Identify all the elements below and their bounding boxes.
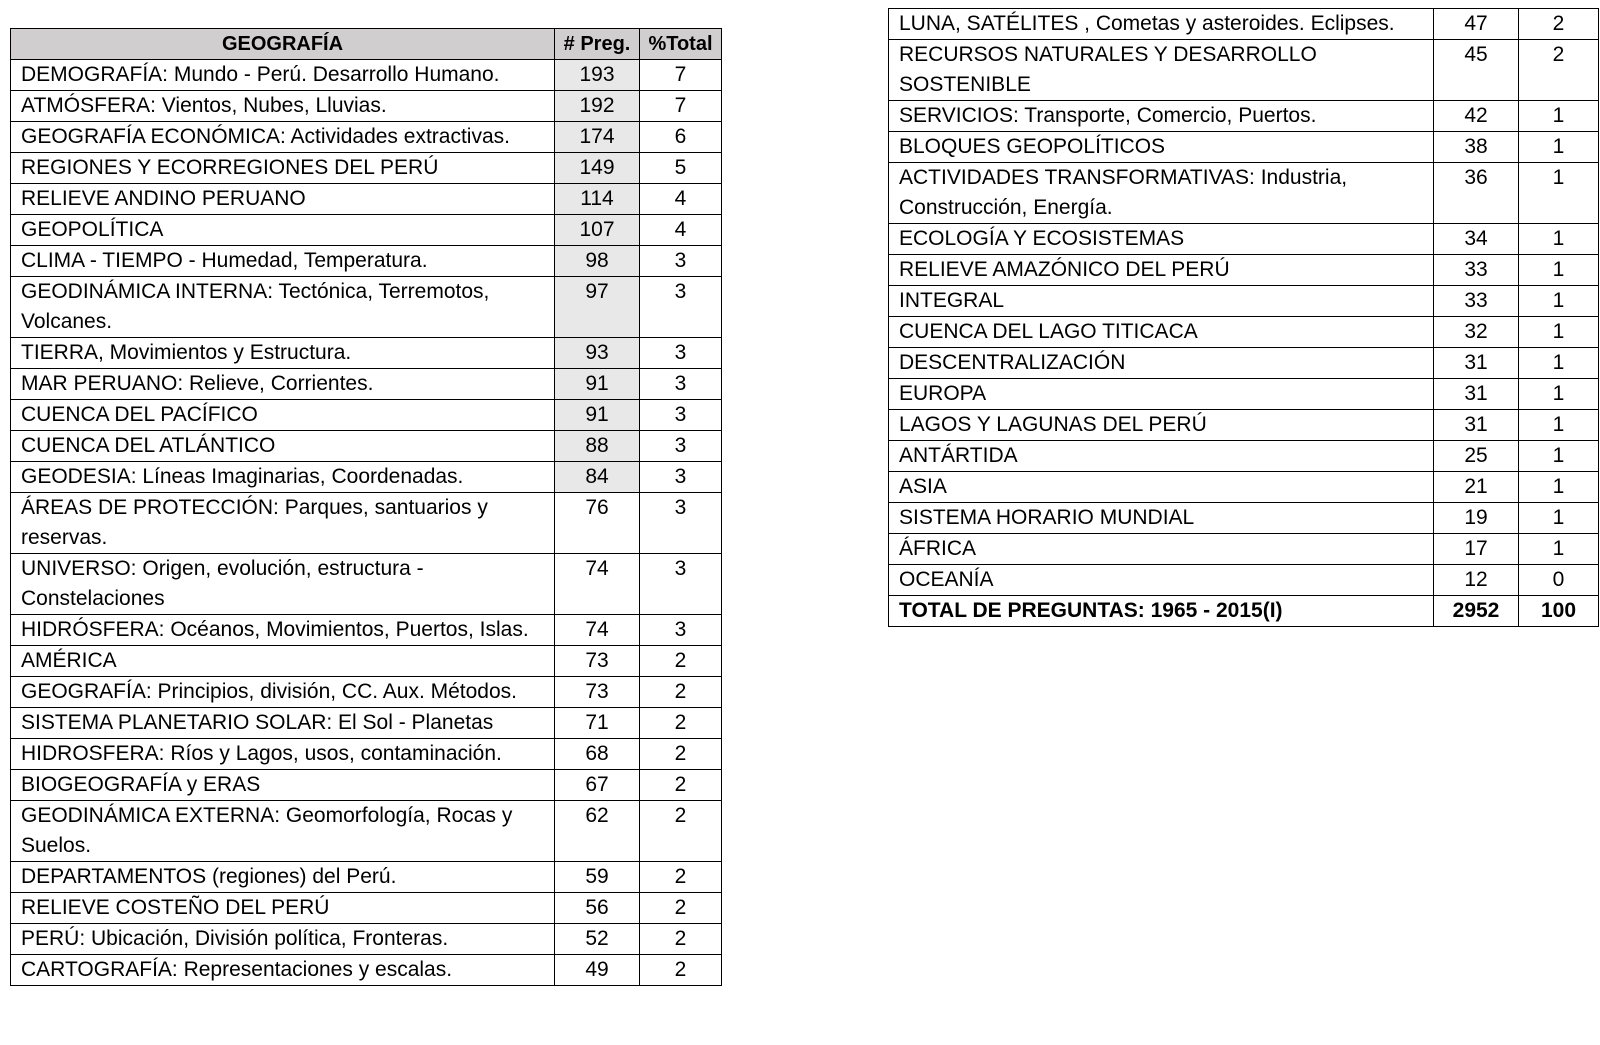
row-percent: 2 bbox=[640, 801, 722, 862]
row-count: 31 bbox=[1434, 348, 1519, 379]
table-row bbox=[889, 224, 1599, 255]
table-row bbox=[11, 246, 722, 277]
row-topic: REGIONES Y ECORREGIONES DEL PERÚ bbox=[11, 153, 555, 184]
row-topic: DEMOGRAFÍA: Mundo - Perú. Desarrollo Humano. bbox=[11, 60, 555, 91]
row-count: 174 bbox=[555, 122, 640, 153]
total-percent: 100 bbox=[1519, 596, 1599, 627]
row-percent: 2 bbox=[640, 770, 722, 801]
left-table-body bbox=[11, 60, 722, 986]
row-count: 56 bbox=[555, 893, 640, 924]
row-count: 34 bbox=[1434, 224, 1519, 255]
table-row bbox=[11, 60, 722, 91]
row-topic: EUROPA bbox=[889, 379, 1434, 410]
row-topic: RELIEVE AMAZÓNICO DEL PERÚ bbox=[889, 255, 1434, 286]
row-topic: RECURSOS NATURALES Y DESARROLLO SOSTENIBLE bbox=[889, 40, 1434, 101]
row-topic: CUENCA DEL ATLÁNTICO bbox=[11, 431, 555, 462]
table-row bbox=[11, 369, 722, 400]
table-row bbox=[889, 534, 1599, 565]
row-count: 33 bbox=[1434, 255, 1519, 286]
row-percent: 1 bbox=[1519, 132, 1599, 163]
row-count: 32 bbox=[1434, 317, 1519, 348]
table-row bbox=[11, 400, 722, 431]
row-count: 21 bbox=[1434, 472, 1519, 503]
row-topic: SISTEMA HORARIO MUNDIAL bbox=[889, 503, 1434, 534]
row-count: 84 bbox=[555, 462, 640, 493]
total-label: TOTAL DE PREGUNTAS: 1965 - 2015(I) bbox=[889, 596, 1434, 627]
row-percent: 1 bbox=[1519, 441, 1599, 472]
header-count: # Preg. bbox=[555, 29, 640, 60]
row-percent: 2 bbox=[640, 646, 722, 677]
row-percent: 3 bbox=[640, 615, 722, 646]
row-percent: 2 bbox=[640, 739, 722, 770]
table-row bbox=[889, 163, 1599, 224]
row-count: 91 bbox=[555, 369, 640, 400]
row-percent: 1 bbox=[1519, 255, 1599, 286]
row-percent: 3 bbox=[640, 493, 722, 554]
row-count: 114 bbox=[555, 184, 640, 215]
row-topic: ECOLOGÍA Y ECOSISTEMAS bbox=[889, 224, 1434, 255]
row-topic: GEOPOLÍTICA bbox=[11, 215, 555, 246]
row-topic: SERVICIOS: Transporte, Comercio, Puertos. bbox=[889, 101, 1434, 132]
row-percent: 7 bbox=[640, 91, 722, 122]
table-row bbox=[889, 317, 1599, 348]
row-percent: 1 bbox=[1519, 503, 1599, 534]
table-row bbox=[11, 493, 722, 554]
table-row bbox=[11, 215, 722, 246]
row-topic: DESCENTRALIZACIÓN bbox=[889, 348, 1434, 379]
row-topic: ACTIVIDADES TRANSFORMATIVAS: Industria, Construcción, Energía. bbox=[889, 163, 1434, 224]
table-row bbox=[11, 277, 722, 338]
row-topic: GEOGRAFÍA ECONÓMICA: Actividades extractivas. bbox=[11, 122, 555, 153]
row-percent: 1 bbox=[1519, 317, 1599, 348]
table-row bbox=[11, 955, 722, 986]
row-topic: LUNA, SATÉLITES , Cometas y asteroides. Eclipses. bbox=[889, 9, 1434, 40]
row-topic: PERÚ: Ubicación, División política, Fronteras. bbox=[11, 924, 555, 955]
row-topic: SISTEMA PLANETARIO SOLAR: El Sol - Planetas bbox=[11, 708, 555, 739]
row-percent: 2 bbox=[640, 955, 722, 986]
row-count: 62 bbox=[555, 801, 640, 862]
row-percent: 3 bbox=[640, 338, 722, 369]
row-count: 73 bbox=[555, 677, 640, 708]
row-topic: HIDROSFERA: Ríos y Lagos, usos, contaminación. bbox=[11, 739, 555, 770]
row-percent: 0 bbox=[1519, 565, 1599, 596]
table-row bbox=[11, 739, 722, 770]
row-count: 36 bbox=[1434, 163, 1519, 224]
row-topic: CLIMA - TIEMPO - Humedad, Temperatura. bbox=[11, 246, 555, 277]
row-count: 98 bbox=[555, 246, 640, 277]
geografia-table-right bbox=[888, 8, 1599, 627]
row-count: 93 bbox=[555, 338, 640, 369]
table-row bbox=[889, 40, 1599, 101]
row-percent: 6 bbox=[640, 122, 722, 153]
row-count: 68 bbox=[555, 739, 640, 770]
row-percent: 2 bbox=[640, 862, 722, 893]
table-row bbox=[889, 132, 1599, 163]
row-count: 193 bbox=[555, 60, 640, 91]
row-percent: 2 bbox=[1519, 9, 1599, 40]
row-topic: DEPARTAMENTOS (regiones) del Perú. bbox=[11, 862, 555, 893]
row-percent: 2 bbox=[640, 677, 722, 708]
row-percent: 1 bbox=[1519, 286, 1599, 317]
row-percent: 2 bbox=[640, 893, 722, 924]
row-topic: UNIVERSO: Origen, evolución, estructura - Constelaciones bbox=[11, 554, 555, 615]
table-row bbox=[11, 91, 722, 122]
row-percent: 2 bbox=[640, 708, 722, 739]
row-topic: CUENCA DEL LAGO TITICACA bbox=[889, 317, 1434, 348]
row-topic: ATMÓSFERA: Vientos, Nubes, Lluvias. bbox=[11, 91, 555, 122]
table-header-row bbox=[11, 29, 722, 60]
table-row bbox=[11, 862, 722, 893]
row-count: 74 bbox=[555, 554, 640, 615]
table-row bbox=[889, 286, 1599, 317]
row-percent: 1 bbox=[1519, 348, 1599, 379]
row-count: 107 bbox=[555, 215, 640, 246]
row-percent: 3 bbox=[640, 246, 722, 277]
row-percent: 1 bbox=[1519, 534, 1599, 565]
table-row bbox=[889, 503, 1599, 534]
table-row bbox=[11, 646, 722, 677]
row-count: 74 bbox=[555, 615, 640, 646]
row-topic: RELIEVE ANDINO PERUANO bbox=[11, 184, 555, 215]
row-count: 97 bbox=[555, 277, 640, 338]
row-count: 33 bbox=[1434, 286, 1519, 317]
row-percent: 1 bbox=[1519, 410, 1599, 441]
row-percent: 1 bbox=[1519, 101, 1599, 132]
row-count: 73 bbox=[555, 646, 640, 677]
table-row bbox=[889, 472, 1599, 503]
table-row bbox=[11, 708, 722, 739]
row-count: 38 bbox=[1434, 132, 1519, 163]
row-percent: 1 bbox=[1519, 472, 1599, 503]
table-row bbox=[11, 462, 722, 493]
row-count: 45 bbox=[1434, 40, 1519, 101]
row-count: 17 bbox=[1434, 534, 1519, 565]
table-row bbox=[11, 338, 722, 369]
row-percent: 3 bbox=[640, 462, 722, 493]
row-topic: BLOQUES GEOPOLÍTICOS bbox=[889, 132, 1434, 163]
row-topic: INTEGRAL bbox=[889, 286, 1434, 317]
row-count: 31 bbox=[1434, 379, 1519, 410]
row-topic: CUENCA DEL PACÍFICO bbox=[11, 400, 555, 431]
row-percent: 5 bbox=[640, 153, 722, 184]
table-row bbox=[889, 379, 1599, 410]
geografia-table-left bbox=[10, 28, 722, 986]
total-count: 2952 bbox=[1434, 596, 1519, 627]
row-percent: 1 bbox=[1519, 163, 1599, 224]
row-count: 71 bbox=[555, 708, 640, 739]
row-percent: 3 bbox=[640, 369, 722, 400]
row-count: 76 bbox=[555, 493, 640, 554]
table-row bbox=[11, 153, 722, 184]
table-row bbox=[11, 801, 722, 862]
row-percent: 4 bbox=[640, 184, 722, 215]
row-topic: HIDRÓSFERA: Océanos, Movimientos, Puertos, Islas. bbox=[11, 615, 555, 646]
row-topic: ANTÁRTIDA bbox=[889, 441, 1434, 472]
row-percent: 2 bbox=[640, 924, 722, 955]
total-row bbox=[889, 596, 1599, 627]
row-topic: OCEANÍA bbox=[889, 565, 1434, 596]
row-topic: LAGOS Y LAGUNAS DEL PERÚ bbox=[889, 410, 1434, 441]
row-topic: MAR PERUANO: Relieve, Corrientes. bbox=[11, 369, 555, 400]
row-count: 192 bbox=[555, 91, 640, 122]
table-row bbox=[11, 122, 722, 153]
row-percent: 4 bbox=[640, 215, 722, 246]
table-row bbox=[11, 431, 722, 462]
row-percent: 3 bbox=[640, 277, 722, 338]
table-row bbox=[11, 615, 722, 646]
row-topic: BIOGEOGRAFÍA y ERAS bbox=[11, 770, 555, 801]
row-count: 59 bbox=[555, 862, 640, 893]
row-topic: TIERRA, Movimientos y Estructura. bbox=[11, 338, 555, 369]
table-row bbox=[11, 677, 722, 708]
table-row bbox=[11, 554, 722, 615]
row-percent: 7 bbox=[640, 60, 722, 91]
row-percent: 1 bbox=[1519, 379, 1599, 410]
row-topic: GEODESIA: Líneas Imaginarias, Coordenadas. bbox=[11, 462, 555, 493]
header-topic: GEOGRAFÍA bbox=[11, 29, 555, 60]
row-topic: ASIA bbox=[889, 472, 1434, 503]
table-row bbox=[889, 9, 1599, 40]
row-count: 88 bbox=[555, 431, 640, 462]
row-count: 91 bbox=[555, 400, 640, 431]
row-count: 42 bbox=[1434, 101, 1519, 132]
right-table-body bbox=[889, 9, 1599, 596]
row-count: 31 bbox=[1434, 410, 1519, 441]
row-count: 49 bbox=[555, 955, 640, 986]
row-count: 12 bbox=[1434, 565, 1519, 596]
row-count: 52 bbox=[555, 924, 640, 955]
row-percent: 2 bbox=[1519, 40, 1599, 101]
row-percent: 3 bbox=[640, 554, 722, 615]
row-topic: RELIEVE COSTEÑO DEL PERÚ bbox=[11, 893, 555, 924]
table-row bbox=[889, 565, 1599, 596]
table-row bbox=[11, 184, 722, 215]
row-count: 19 bbox=[1434, 503, 1519, 534]
row-percent: 1 bbox=[1519, 224, 1599, 255]
table-row bbox=[11, 770, 722, 801]
header-percent: %Total bbox=[640, 29, 722, 60]
row-topic: GEODINÁMICA EXTERNA: Geomorfología, Rocas y Suelos. bbox=[11, 801, 555, 862]
row-count: 67 bbox=[555, 770, 640, 801]
row-percent: 3 bbox=[640, 431, 722, 462]
row-topic: CARTOGRAFÍA: Representaciones y escalas. bbox=[11, 955, 555, 986]
row-count: 149 bbox=[555, 153, 640, 184]
row-topic: GEODINÁMICA INTERNA: Tectónica, Terremotos, Volcanes. bbox=[11, 277, 555, 338]
row-topic: ÁREAS DE PROTECCIÓN: Parques, santuarios y reservas. bbox=[11, 493, 555, 554]
table-row bbox=[11, 893, 722, 924]
table-row bbox=[889, 255, 1599, 286]
row-count: 25 bbox=[1434, 441, 1519, 472]
table-row bbox=[889, 410, 1599, 441]
row-percent: 3 bbox=[640, 400, 722, 431]
table-row bbox=[889, 348, 1599, 379]
row-topic: ÁFRICA bbox=[889, 534, 1434, 565]
row-count: 47 bbox=[1434, 9, 1519, 40]
row-topic: AMÉRICA bbox=[11, 646, 555, 677]
row-topic: GEOGRAFÍA: Principios, división, CC. Aux. Métodos. bbox=[11, 677, 555, 708]
table-row bbox=[889, 101, 1599, 132]
table-row bbox=[11, 924, 722, 955]
table-row bbox=[889, 441, 1599, 472]
